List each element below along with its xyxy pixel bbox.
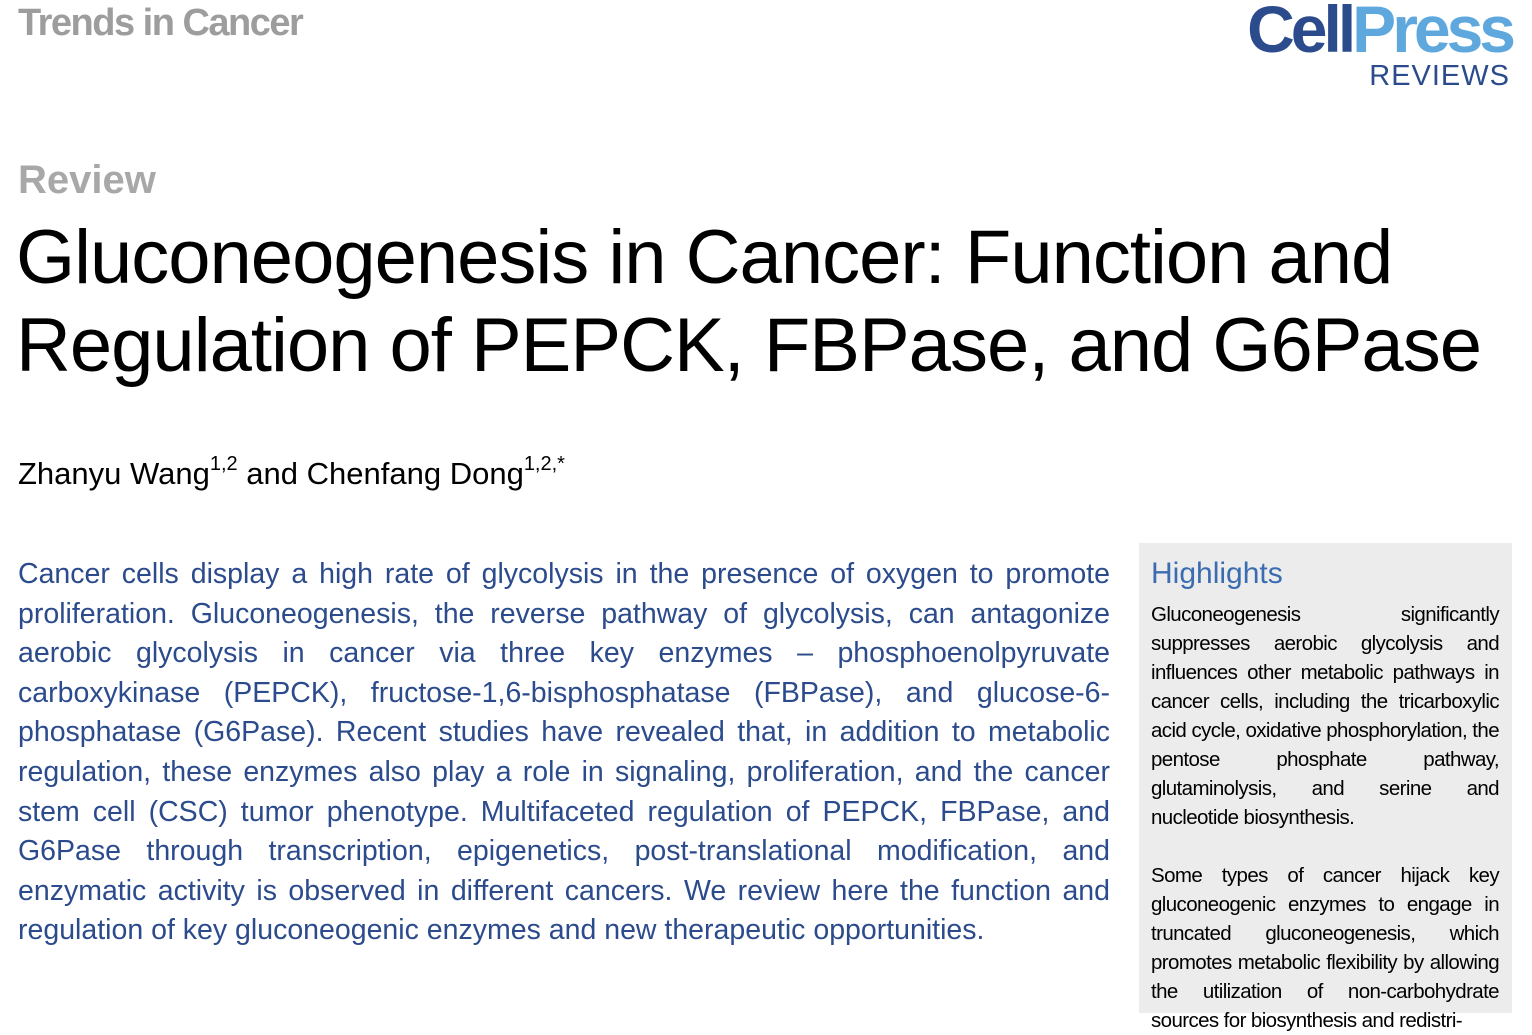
author-list xyxy=(18,453,565,492)
highlight-item: Gluconeogenesis significantly suppresses aerobic glycolysis and influences other metabolic pathways in cancer cells, including the tricarboxylic acid cycle, oxidative phosphorylation, the pentose phosphate pathway, glutaminolysis, and serine and nucleotide biosynthesis. xyxy=(1151,603,1499,829)
publisher-logo-press: Press xyxy=(1352,0,1512,66)
author-name: Chenfang Dong xyxy=(306,456,524,491)
highlights-heading: Highlights xyxy=(1151,557,1283,590)
publisher-logo-subtitle: REVIEWS xyxy=(1369,60,1510,92)
publisher-logo-wordmark xyxy=(1247,0,1512,66)
highlights-box xyxy=(1139,543,1512,1032)
journal-name: Trends in Cancer xyxy=(18,2,303,44)
article-title: Gluconeogenesis in Cancer: Function and Regulation of PEPCK, FBPase, and G6Pase xyxy=(16,215,1481,388)
abstract: Cancer cells display a high rate of glycolysis in the presence of oxygen to promote proliferation. Gluconeogenesis, the reverse pathway of glycolysis, can antagonize aerobic glycolysis in cancer via three key enzymes – phosphoenolpyruvate carboxykinase (PEPCK), fructose-1,6-bisphosphatase (FBPase), and glucose-6-phosphatase (G6Pase). Recent studies have revealed that, in addition to metabolic regulation, these enzymes also play a role in signaling, proliferation, and the cancer stem cell (CSC) tumor phenotype. Multifaceted regulation of PEPCK, FBPase, and G6Pase through transcription, epigenetics, post-translational modification, and enzymatic activity is observed in different cancers. We review here the function and regulation of key gluconeogenic enzymes and new therapeutic opportunities. xyxy=(18,558,1110,947)
author-name: Zhanyu Wang xyxy=(18,456,210,491)
highlight-item: Some types of cancer hijack key gluconeogenic enzymes to engage in truncated gluconeogenesis, which promotes metabolic flexibility by allowing the utilization of non-carbohydrate sources for biosynthesis and redistri- xyxy=(1151,864,1499,1032)
author-affiliation: 1,2,* xyxy=(523,453,565,475)
article-type: Review xyxy=(18,158,156,202)
publisher-logo-cell: Cell xyxy=(1247,0,1353,66)
author-affiliation: 1,2 xyxy=(209,453,238,475)
author-conjunction: and xyxy=(246,456,299,491)
publisher-logo xyxy=(1222,0,1512,100)
